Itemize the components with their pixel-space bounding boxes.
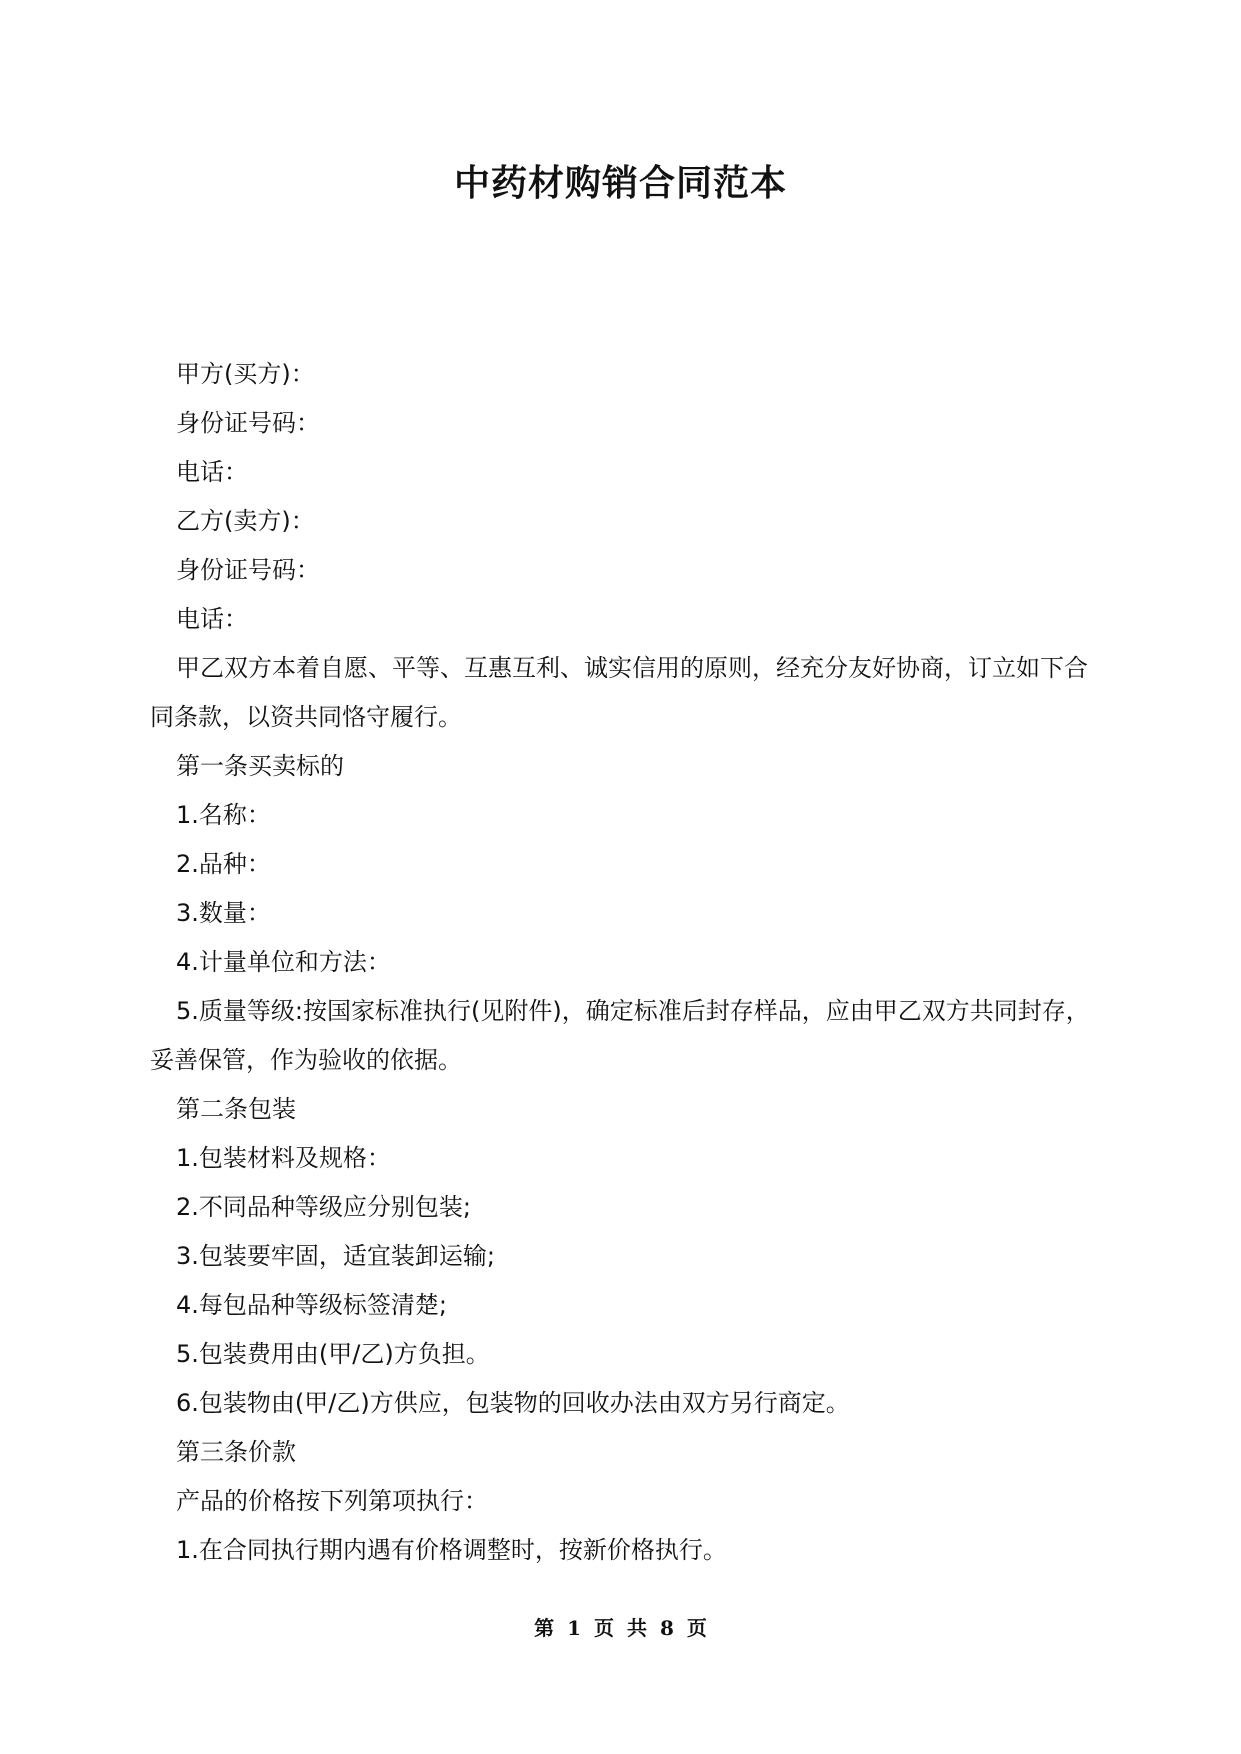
clause-item: 5.质量等级:按国家标准执行(见附件)，确定标准后封存样品，应由甲乙双方共同封存，妥善保管，作为验收的依据。 xyxy=(150,997,1090,1074)
clause-item: 3.包装要牢固，适宜装卸运输; xyxy=(176,1242,495,1270)
party-b-label: 乙方(卖方)： xyxy=(176,507,315,535)
article-heading: 第二条包装 xyxy=(176,1095,296,1123)
clause-item: 4.计量单位和方法： xyxy=(176,948,391,976)
document-body xyxy=(150,350,1095,1575)
party-b-phone-label: 电话： xyxy=(176,605,248,633)
party-b-id-label: 身份证号码： xyxy=(176,556,320,584)
page-number-footer: 第 1 页 共 8 页 xyxy=(534,1616,707,1640)
article-heading: 第一条买卖标的 xyxy=(176,752,344,780)
clause-item: 2.不同品种等级应分别包装; xyxy=(176,1193,471,1221)
clause-item: 1.在合同执行期内遇有价格调整时，按新价格执行。 xyxy=(176,1536,727,1564)
party-a-id-label: 身份证号码： xyxy=(176,409,320,437)
article-heading: 第三条价款 xyxy=(176,1438,296,1466)
clause-item: 产品的价格按下列第项执行： xyxy=(176,1487,488,1515)
party-a-phone-label: 电话： xyxy=(176,458,248,486)
preamble-paragraph: 甲乙双方本着自愿、平等、互惠互利、诚实信用的原则，经充分友好协商，订立如下合同条款，以资共同恪守履行。 xyxy=(150,654,1088,731)
party-a-label: 甲方(买方)： xyxy=(176,360,315,388)
clause-item: 1.名称： xyxy=(176,801,271,829)
clause-item: 1.包装材料及规格： xyxy=(176,1144,391,1172)
clause-item: 4.每包品种等级标签清楚; xyxy=(176,1291,447,1319)
document-title: 中药材购销合同范本 xyxy=(453,163,787,204)
clause-item: 6.包装物由(甲/乙)方供应，包装物的回收办法由双方另行商定。 xyxy=(176,1389,850,1417)
clause-item: 2.品种： xyxy=(176,850,271,878)
clause-item: 5.包装费用由(甲/乙)方负担。 xyxy=(176,1340,490,1368)
clause-item: 3.数量： xyxy=(176,899,271,927)
